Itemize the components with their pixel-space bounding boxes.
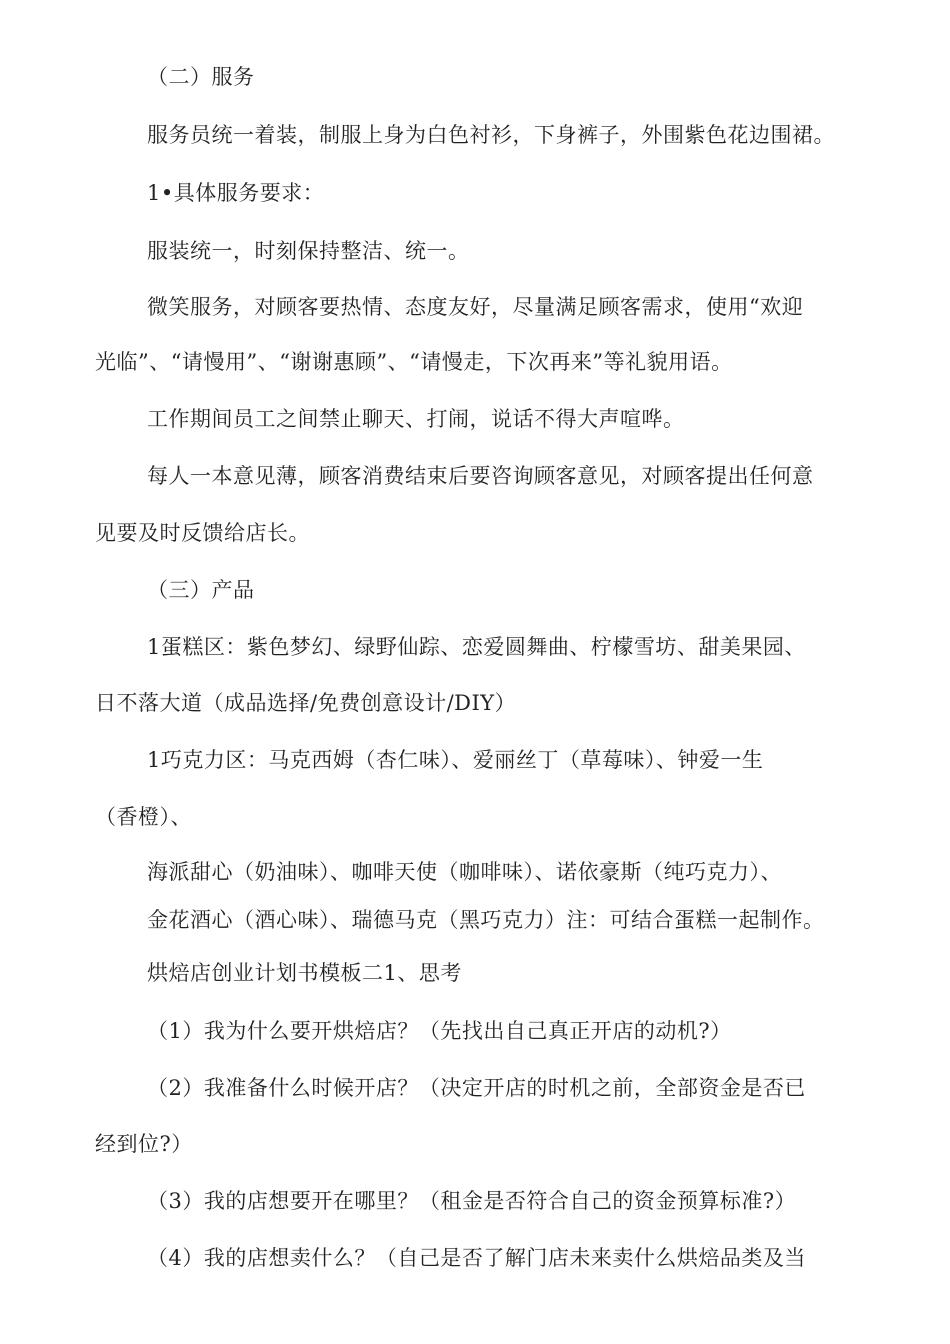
section-heading-products: （三）产品 bbox=[147, 578, 255, 602]
paragraph-line: 见要及时反馈给店长。 bbox=[95, 521, 310, 545]
paragraph-line: 每人一本意见薄，顾客消费结束后要咨询顾客意见，对顾客提出任何意 bbox=[147, 464, 814, 488]
question-line: （3）我的店想要开在哪里？（租金是否符合自己的资金预算标准?） bbox=[147, 1189, 797, 1213]
paragraph-line: 1巧克力区：马克西姆（杏仁味）、爱丽丝丁（草莓味）、钟爱一生 bbox=[147, 748, 764, 772]
paragraph-line: 工作期间员工之间禁止聊天、打闹，说话不得大声喧哗。 bbox=[147, 407, 685, 431]
paragraph-line: 光临”、“请慢用”、“谢谢惠顾”、“请慢走，下次再来”等礼貌用语。 bbox=[95, 350, 733, 374]
question-line: （2）我准备什么时候开店？（决定开店的时机之前，全部资金是否已 bbox=[147, 1076, 806, 1100]
paragraph-line: （香橙）、 bbox=[95, 805, 192, 829]
paragraph-line: 金花酒心（酒心味）、瑞德马克（黑巧克力）注：可结合蛋糕一起制作。 bbox=[147, 908, 825, 932]
paragraph-line: 1蛋糕区：紫色梦幻、绿野仙踪、恋爱圆舞曲、柠檬雪坊、甜美果园、 bbox=[147, 635, 806, 659]
question-line: （1）我为什么要开烘焙店？（先找出自己真正开店的动机?） bbox=[147, 1019, 732, 1043]
paragraph-line: 微笑服务，对顾客要热情、态度友好，尽量满足顾客需求，使用“欢迎 bbox=[147, 295, 804, 319]
question-line: （4）我的店想卖什么？（自己是否了解门店未来卖什么烘焙品类及当 bbox=[147, 1246, 806, 1270]
paragraph-line: 服务员统一着装，制服上身为白色衬衫，下身裤子，外围紫色花边围裙。 bbox=[147, 123, 835, 147]
section-heading-service: （二）服务 bbox=[147, 65, 255, 89]
paragraph-line: 海派甜心（奶油味）、咖啡天使（咖啡味）、诺依豪斯（纯巧克力）、 bbox=[147, 860, 782, 884]
paragraph-line: 日不落大道（成品选择/免费创意设计/DIY） bbox=[95, 691, 517, 715]
paragraph-line: 经到位?） bbox=[95, 1132, 193, 1156]
paragraph-line: 服装统一，时刻保持整洁、统一。 bbox=[147, 239, 470, 263]
section-heading-template-two: 烘焙店创业计划书模板二1、思考 bbox=[147, 961, 462, 985]
subheading-service-requirements: 1•具体服务要求： bbox=[147, 181, 325, 205]
